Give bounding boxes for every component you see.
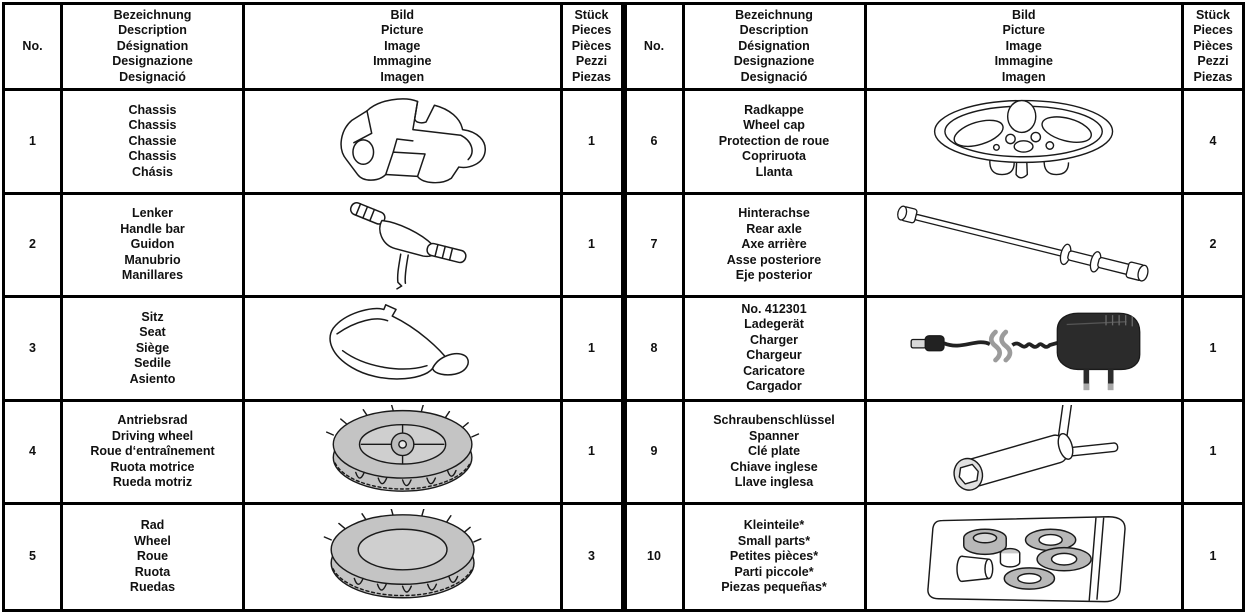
column-header-pieces xyxy=(563,5,621,91)
part-description xyxy=(63,195,245,299)
part-name-line: Piezas pequeñas* xyxy=(721,580,827,595)
part-name-line: Ladegerät xyxy=(744,317,804,332)
part-name-line: Roue d‘entraînement xyxy=(90,444,215,459)
part-number xyxy=(5,195,63,299)
part-name-line: Rad xyxy=(140,518,165,533)
part-name-line: Small parts* xyxy=(737,533,811,548)
part-name-line: Sitz xyxy=(141,309,164,324)
part-number xyxy=(627,91,685,195)
header-pieces-line: Piezas xyxy=(572,69,611,84)
part-picture xyxy=(867,195,1185,299)
part-number-value: 4 xyxy=(29,444,36,459)
header-pieces-line: Pièces xyxy=(571,38,612,53)
part-name-line: Siège xyxy=(135,340,170,355)
part-name-line: Antriebsrad xyxy=(117,413,188,428)
part-name-line: Driving wheel xyxy=(111,428,194,443)
column-header-no xyxy=(5,5,63,91)
part-name-line: Manubrio xyxy=(124,252,181,267)
part-picture xyxy=(245,298,563,402)
part-picture xyxy=(245,195,563,299)
part-number-value: 3 xyxy=(29,340,36,355)
part-description xyxy=(63,91,245,195)
seat-icon xyxy=(252,302,553,396)
header-description-line: Bezeichnung xyxy=(113,7,192,22)
parts-table-right xyxy=(624,2,1246,612)
part-description xyxy=(685,298,867,402)
handlebar-icon xyxy=(252,198,553,292)
driving-wheel-icon xyxy=(252,405,553,499)
part-name-line: Schraubenschlüssel xyxy=(713,413,835,428)
part-name-line: Axe arrière xyxy=(741,237,807,252)
part-name-line: Roue xyxy=(136,549,169,564)
header-description-line: Description xyxy=(118,23,187,38)
part-quantity xyxy=(1184,402,1242,506)
part-name-line: Asse posteriore xyxy=(726,252,822,267)
part-quantity-value: 3 xyxy=(588,549,595,564)
part-quantity-value: 1 xyxy=(588,237,595,252)
parts-table-left xyxy=(2,2,624,612)
part-name-line: Rear axle xyxy=(746,221,802,236)
part-name-line: Radkappe xyxy=(744,102,804,117)
part-name-line: Chassis xyxy=(128,149,177,164)
part-name-line: Asiento xyxy=(129,371,176,386)
header-picture-line: Bild xyxy=(390,7,415,22)
part-picture xyxy=(867,298,1185,402)
header-picture-line: Immagine xyxy=(373,54,432,69)
part-quantity xyxy=(563,91,621,195)
part-description xyxy=(63,505,245,609)
header-pieces-line: Pieces xyxy=(1193,23,1233,38)
part-description xyxy=(63,298,245,402)
part-name-line: Ruedas xyxy=(129,580,176,595)
part-name-line: Hinterachse xyxy=(738,206,810,221)
part-description xyxy=(685,195,867,299)
header-pieces-line: Pezzi xyxy=(1197,54,1229,69)
part-name-line: Spanner xyxy=(748,428,799,443)
part-quantity xyxy=(563,195,621,299)
part-quantity-value: 1 xyxy=(1209,444,1217,459)
part-number xyxy=(5,91,63,195)
header-description-line: Designació xyxy=(119,69,186,84)
part-description xyxy=(685,402,867,506)
column-header-picture xyxy=(867,5,1185,91)
part-name-line: Chásis xyxy=(132,164,173,179)
part-name-line: Ruota motrice xyxy=(110,459,195,474)
column-header-pieces xyxy=(1184,5,1242,91)
part-quantity xyxy=(563,298,621,402)
part-quantity-value: 2 xyxy=(1209,237,1217,252)
part-number-value: 10 xyxy=(647,549,661,564)
part-quantity xyxy=(563,402,621,506)
part-name-line: Manillares xyxy=(121,268,184,283)
column-header-picture xyxy=(245,5,563,91)
column-header-description xyxy=(685,5,867,91)
part-quantity-value: 1 xyxy=(588,340,595,355)
part-quantity xyxy=(563,505,621,609)
part-number xyxy=(627,298,685,402)
part-number xyxy=(5,298,63,402)
part-name-line: Handle bar xyxy=(120,221,185,236)
chassis-icon xyxy=(252,94,553,188)
part-picture xyxy=(867,505,1185,609)
part-name-line: Sedile xyxy=(134,356,171,371)
part-description xyxy=(685,505,867,609)
part-name-line: Petites pièces* xyxy=(729,549,819,564)
part-name-line: Parti piccole* xyxy=(734,564,814,579)
part-picture xyxy=(245,402,563,506)
header-picture-line: Bild xyxy=(1011,7,1036,22)
header-pieces-line: Pieces xyxy=(571,23,612,38)
header-picture-line: Image xyxy=(384,38,421,53)
part-name-line: Copriruota xyxy=(742,149,806,164)
part-picture xyxy=(867,91,1185,195)
part-picture xyxy=(245,91,563,195)
part-number-value: 1 xyxy=(29,133,36,148)
header-description-line: Bezeichnung xyxy=(735,7,813,22)
part-name-line: Guidon xyxy=(130,237,175,252)
part-name-line: Chargeur xyxy=(746,348,802,363)
charger-icon xyxy=(873,302,1174,396)
header-description-line: Désignation xyxy=(116,38,189,53)
part-description xyxy=(685,91,867,195)
column-header-no xyxy=(627,5,685,91)
part-quantity-value: 4 xyxy=(1209,133,1217,148)
header-picture-line: Imagen xyxy=(380,69,425,84)
header-picture-line: Image xyxy=(1005,38,1042,53)
part-quantity xyxy=(1184,91,1242,195)
part-quantity-value: 1 xyxy=(1209,549,1217,564)
part-quantity-value: 1 xyxy=(588,133,595,148)
part-name-line: Caricatore xyxy=(743,363,805,378)
part-name-line: Llanta xyxy=(755,164,793,179)
part-number xyxy=(5,505,63,609)
part-name-line: Rueda motriz xyxy=(112,475,193,490)
header-picture-line: Picture xyxy=(1002,23,1045,38)
parts-list xyxy=(2,2,1245,612)
part-name-line: Wheel cap xyxy=(743,118,805,133)
part-quantity-value: 1 xyxy=(1209,340,1217,355)
part-picture xyxy=(867,402,1185,506)
part-name-line: Charger xyxy=(750,332,798,347)
part-number xyxy=(5,402,63,506)
header-picture-line: Imagen xyxy=(1001,69,1046,84)
part-quantity xyxy=(1184,298,1242,402)
header-description-line: Designació xyxy=(740,69,808,84)
small-parts-icon xyxy=(873,509,1174,606)
part-name-line: Wheel xyxy=(134,533,171,548)
part-name-line: Ruota xyxy=(134,564,171,579)
part-name-line: Kleinteile* xyxy=(743,518,805,533)
part-name-line: Eje posterior xyxy=(735,268,813,283)
part-name-line: Cargador xyxy=(746,379,802,394)
header-pieces-line: Piezas xyxy=(1193,69,1233,84)
part-number-value: 9 xyxy=(650,444,658,459)
header-pieces-line: Pezzi xyxy=(575,54,608,69)
part-quantity xyxy=(1184,195,1242,299)
header-no-label: No. xyxy=(22,38,43,53)
part-number-value: 2 xyxy=(29,237,36,252)
part-name-line: Chassie xyxy=(128,133,177,148)
header-pieces-line: Stück xyxy=(574,7,609,22)
part-name-line: Lenker xyxy=(132,206,173,221)
part-quantity xyxy=(1184,505,1242,609)
part-picture xyxy=(245,505,563,609)
header-description-line: Désignation xyxy=(738,38,810,53)
header-description-line: Description xyxy=(739,23,809,38)
part-number-value: 6 xyxy=(650,133,658,148)
part-description xyxy=(63,402,245,506)
rear-axle-icon xyxy=(873,198,1174,292)
header-pieces-line: Stück xyxy=(1195,7,1231,22)
part-name-line: Seat xyxy=(139,325,166,340)
part-name-line: Chassis xyxy=(128,118,177,133)
header-picture-line: Immagine xyxy=(994,54,1053,69)
part-quantity-value: 1 xyxy=(588,444,595,459)
part-number-value: 7 xyxy=(650,237,658,252)
header-description-line: Designazione xyxy=(112,54,193,69)
header-no-label: No. xyxy=(643,38,665,53)
part-name-line: Clé plate xyxy=(747,444,801,459)
part-name-line: Chiave inglese xyxy=(730,459,818,474)
part-name-line: Protection de roue xyxy=(718,133,830,148)
header-pieces-line: Pièces xyxy=(1193,38,1233,53)
part-name-line: Llave inglesa xyxy=(734,475,814,490)
wheel-cap-icon xyxy=(873,94,1174,188)
part-number xyxy=(627,195,685,299)
part-number-value: 5 xyxy=(29,549,36,564)
header-picture-line: Picture xyxy=(381,23,424,38)
part-number-value: 8 xyxy=(650,340,658,355)
column-header-description xyxy=(63,5,245,91)
wheel-icon xyxy=(252,509,553,606)
part-number xyxy=(627,505,685,609)
spanner-icon xyxy=(873,405,1174,499)
header-description-line: Designazione xyxy=(733,54,815,69)
part-number xyxy=(627,402,685,506)
part-name-line: No. 412301 xyxy=(741,301,807,316)
part-name-line: Chassis xyxy=(128,102,177,117)
